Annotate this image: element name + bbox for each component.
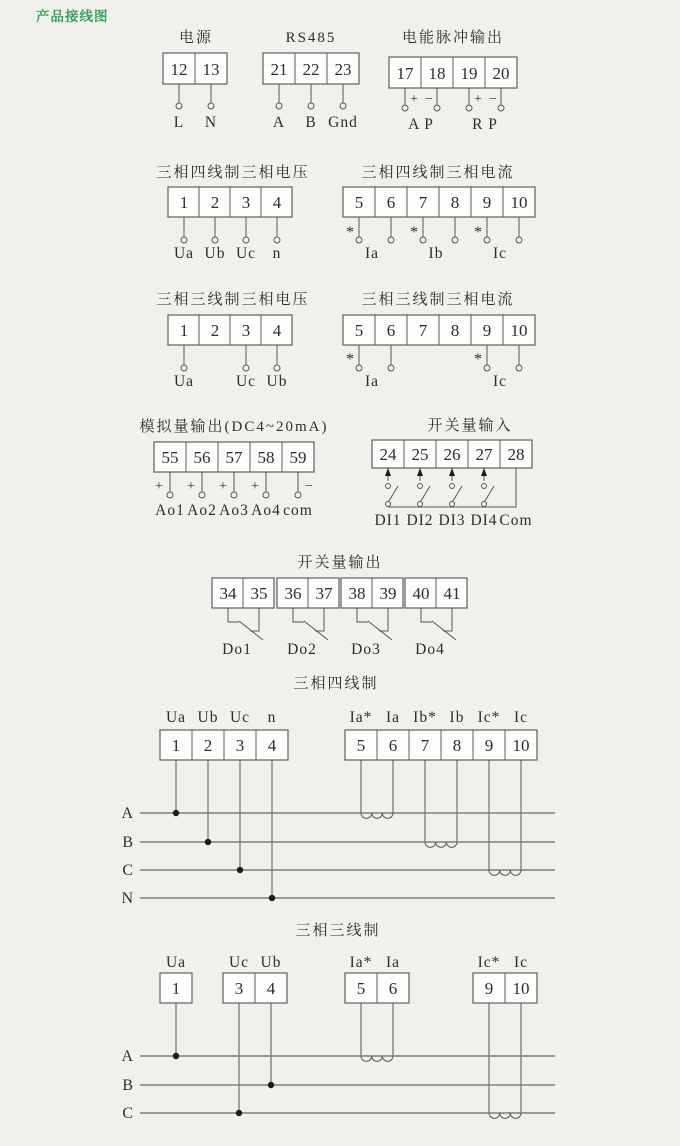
terminal-number: 40 bbox=[412, 584, 430, 603]
terminal-label: Ib bbox=[449, 709, 465, 726]
terminal-label: Uc bbox=[228, 954, 250, 971]
polarity-star: * bbox=[474, 224, 482, 241]
phase-label: C bbox=[122, 862, 133, 879]
terminal-number: 5 bbox=[354, 321, 364, 340]
terminal-number: 4 bbox=[272, 321, 282, 340]
wire-label: Ua bbox=[173, 373, 195, 390]
power-supply-group bbox=[163, 28, 227, 131]
analog-output-group bbox=[140, 417, 329, 519]
polarity-sign: − bbox=[425, 92, 433, 107]
terminal-number: 4 bbox=[267, 736, 277, 755]
terminal-number: 24 bbox=[379, 445, 397, 464]
terminal-number: 10 bbox=[510, 321, 528, 340]
wire-label: Ia bbox=[364, 245, 380, 262]
terminal-number: 2 bbox=[210, 321, 220, 340]
polarity-star: * bbox=[346, 351, 354, 368]
wires bbox=[184, 345, 277, 365]
wires bbox=[279, 84, 343, 103]
terminal-number: 22 bbox=[302, 60, 320, 79]
terminal-number: 3 bbox=[235, 736, 245, 755]
polarity-sign: + bbox=[410, 92, 418, 107]
terminal-number: 18 bbox=[428, 64, 446, 83]
terminal-number: 3 bbox=[234, 979, 244, 998]
wire-label: Ia bbox=[364, 373, 380, 390]
wire-label: DI3 bbox=[438, 512, 466, 529]
terminal-number: 34 bbox=[219, 584, 237, 603]
group-title: RS485 bbox=[285, 30, 337, 46]
diagram-title: 三相三线制 bbox=[295, 923, 381, 939]
wire-label: B bbox=[305, 114, 317, 131]
wires bbox=[176, 1003, 521, 1113]
terminal-number: 59 bbox=[289, 448, 307, 467]
terminal-label: Ia bbox=[385, 954, 401, 971]
terminal-label: Ub bbox=[197, 709, 219, 726]
phase-label: A bbox=[121, 1048, 133, 1065]
wire-label: DI2 bbox=[406, 512, 434, 529]
wire-label: A bbox=[272, 114, 286, 131]
terminal-number: 37 bbox=[315, 584, 333, 603]
group-title: 三相四线制三相电流 bbox=[361, 165, 515, 181]
group-title: 三相三线制三相电压 bbox=[156, 292, 310, 308]
terminal-label: Ib* bbox=[413, 709, 437, 726]
wire-label: Gnd bbox=[328, 114, 358, 131]
terminal-number: 9 bbox=[484, 979, 494, 998]
voltage-3wire-group bbox=[156, 290, 309, 390]
terminal-number: 20 bbox=[492, 64, 510, 83]
page-title: 产品接线图 bbox=[36, 9, 109, 24]
wire-label: DI1 bbox=[374, 512, 402, 529]
terminal-number: 17 bbox=[396, 64, 414, 83]
terminal-number: 27 bbox=[475, 445, 493, 464]
wire-label: DI4 bbox=[470, 512, 498, 529]
terminal-number: 12 bbox=[170, 60, 188, 79]
ct-coil-icons bbox=[361, 813, 521, 875]
wires bbox=[359, 345, 519, 365]
wire-label: Do1 bbox=[222, 641, 252, 658]
pulse-output-group bbox=[389, 28, 517, 133]
rs485-group bbox=[263, 30, 359, 131]
terminal-number: 26 bbox=[443, 445, 461, 464]
terminal-number: 55 bbox=[161, 448, 179, 467]
terminal-number: 41 bbox=[443, 584, 461, 603]
terminal-label: Ub bbox=[260, 954, 282, 971]
group-title: 三相三线制三相电流 bbox=[361, 292, 515, 308]
switch-contacts bbox=[386, 484, 495, 507]
wire-label: Ic bbox=[492, 373, 508, 390]
terminal-number: 7 bbox=[420, 736, 430, 755]
wires bbox=[359, 217, 519, 237]
wire-label: Ao4 bbox=[251, 502, 281, 519]
terminal-number: 9 bbox=[482, 193, 492, 212]
terminal-number: 38 bbox=[348, 584, 366, 603]
wire-label: Ao1 bbox=[155, 502, 185, 519]
current-3wire-group bbox=[343, 290, 535, 390]
terminal-number: 21 bbox=[270, 60, 288, 79]
wire-label: Uc bbox=[235, 373, 257, 390]
phase-label: A bbox=[121, 805, 133, 822]
group-title: 电能脉冲输出 bbox=[401, 30, 505, 46]
wire-label: A P bbox=[408, 116, 434, 133]
terminal-number: 19 bbox=[460, 64, 478, 83]
wire-end-circles bbox=[181, 237, 280, 243]
wires bbox=[184, 217, 277, 237]
terminal-number: 2 bbox=[210, 193, 220, 212]
relay-contact-symbols bbox=[228, 608, 456, 640]
wire-label: Ib bbox=[428, 245, 444, 262]
polarity-star: * bbox=[346, 224, 354, 241]
terminal-number: 1 bbox=[179, 321, 189, 340]
polarity-sign: + bbox=[187, 479, 195, 494]
terminal-label: Uc bbox=[229, 709, 251, 726]
terminal-number: 23 bbox=[334, 60, 352, 79]
terminal-number: 5 bbox=[356, 736, 366, 755]
terminal-label: Ua bbox=[165, 709, 187, 726]
input-leads bbox=[388, 471, 484, 481]
terminal-number: 58 bbox=[257, 448, 275, 467]
three-phase-four-wire-diagram bbox=[121, 675, 555, 907]
wire-label: Ub bbox=[204, 245, 226, 262]
up-arrow-icons bbox=[385, 468, 487, 476]
terminal-number: 35 bbox=[250, 584, 268, 603]
terminal-number: 1 bbox=[179, 193, 189, 212]
wire-label: Ub bbox=[266, 373, 288, 390]
wires bbox=[179, 84, 211, 103]
wire-end-circles bbox=[356, 365, 522, 371]
wire-label: N bbox=[204, 114, 218, 131]
digital-output-group bbox=[212, 554, 467, 658]
terminal-number: 4 bbox=[272, 193, 282, 212]
polarity-star: * bbox=[474, 351, 482, 368]
diagram-title: 三相四线制 bbox=[293, 676, 379, 692]
three-phase-three-wire-diagram bbox=[121, 922, 555, 1122]
wire-end-circles bbox=[276, 103, 346, 109]
polarity-sign: − bbox=[489, 92, 497, 107]
wire-label: Do3 bbox=[351, 641, 381, 658]
current-4wire-group bbox=[343, 163, 535, 262]
phase-label: C bbox=[122, 1105, 133, 1122]
polarity-sign: + bbox=[219, 479, 227, 494]
ct-coil-icons bbox=[361, 1056, 521, 1118]
terminal-number: 7 bbox=[418, 321, 428, 340]
wire-label: Do4 bbox=[415, 641, 445, 658]
terminal-number: 4 bbox=[266, 979, 276, 998]
terminal-label: Ic* bbox=[477, 954, 501, 971]
wire-label: Com bbox=[499, 512, 533, 529]
group-title: 开关量输出 bbox=[297, 555, 383, 571]
terminal-number: 6 bbox=[388, 736, 398, 755]
terminal-number: 39 bbox=[379, 584, 397, 603]
terminal-label: Ia* bbox=[349, 954, 373, 971]
polarity-sign: + bbox=[251, 479, 259, 494]
polarity-sign: + bbox=[155, 479, 163, 494]
group-title: 三相四线制三相电压 bbox=[156, 165, 310, 181]
wire-label: Do2 bbox=[287, 641, 317, 658]
terminal-number: 6 bbox=[386, 193, 396, 212]
phase-bus-lines bbox=[140, 813, 555, 898]
phase-label: B bbox=[122, 1077, 133, 1094]
polarity-star: * bbox=[410, 224, 418, 241]
wire-end-circles bbox=[356, 237, 522, 243]
terminal-label: Ia* bbox=[349, 709, 373, 726]
wire-label: Ao3 bbox=[219, 502, 249, 519]
terminal-label: Ic bbox=[513, 954, 529, 971]
terminal-label: Ua bbox=[165, 954, 187, 971]
terminal-number: 5 bbox=[356, 979, 366, 998]
wires bbox=[176, 760, 521, 898]
terminal-number: 2 bbox=[203, 736, 213, 755]
terminal-label: Ia bbox=[385, 709, 401, 726]
terminal-number: 28 bbox=[507, 445, 525, 464]
terminal-number: 25 bbox=[411, 445, 429, 464]
terminal-number: 9 bbox=[482, 321, 492, 340]
wires bbox=[405, 88, 501, 105]
terminal-number: 6 bbox=[386, 321, 396, 340]
terminal-label: Ic* bbox=[477, 709, 501, 726]
group-title: 模拟量输出(DC4~20mA) bbox=[139, 419, 329, 435]
terminal-number: 8 bbox=[452, 736, 462, 755]
terminal-number: 8 bbox=[450, 321, 460, 340]
phase-label: B bbox=[122, 834, 133, 851]
terminal-number: 6 bbox=[388, 979, 398, 998]
terminal-number: 3 bbox=[241, 321, 251, 340]
terminal-number: 57 bbox=[225, 448, 243, 467]
phase-bus-lines bbox=[140, 1056, 555, 1113]
voltage-4wire-group bbox=[156, 163, 309, 262]
terminal-number: 7 bbox=[418, 193, 428, 212]
group-title: 电源 bbox=[178, 30, 214, 46]
wire-label: R P bbox=[472, 116, 498, 133]
wire-label: Ua bbox=[173, 245, 195, 262]
wire-label: Ao2 bbox=[187, 502, 217, 519]
terminal-number: 5 bbox=[354, 193, 364, 212]
wire-label: n bbox=[272, 245, 282, 262]
digital-input-group bbox=[372, 417, 533, 529]
terminal-number: 10 bbox=[512, 979, 530, 998]
terminal-number: 10 bbox=[512, 736, 530, 755]
terminal-number: 1 bbox=[171, 736, 181, 755]
wire-label: Uc bbox=[235, 245, 257, 262]
terminal-number: 56 bbox=[193, 448, 211, 467]
wire-label: Ic bbox=[492, 245, 508, 262]
phase-label: N bbox=[121, 890, 133, 907]
junction-dots bbox=[173, 810, 275, 901]
terminal-number: 36 bbox=[284, 584, 302, 603]
terminal-number: 8 bbox=[450, 193, 460, 212]
wire-end-circles bbox=[176, 103, 214, 109]
wire-label: L bbox=[173, 114, 185, 131]
group-title: 开关量输入 bbox=[427, 418, 513, 434]
terminal-number: 9 bbox=[484, 736, 494, 755]
terminal-label: Ic bbox=[513, 709, 529, 726]
terminal-number: 10 bbox=[510, 193, 528, 212]
terminal-number: 13 bbox=[202, 60, 220, 79]
terminal-label: n bbox=[267, 709, 277, 726]
wire-end-circles bbox=[181, 365, 280, 371]
terminal-number: 1 bbox=[171, 979, 181, 998]
wire-label: com bbox=[283, 502, 313, 519]
terminal-number: 3 bbox=[241, 193, 251, 212]
polarity-sign: + bbox=[474, 92, 482, 107]
polarity-sign: − bbox=[305, 479, 313, 494]
